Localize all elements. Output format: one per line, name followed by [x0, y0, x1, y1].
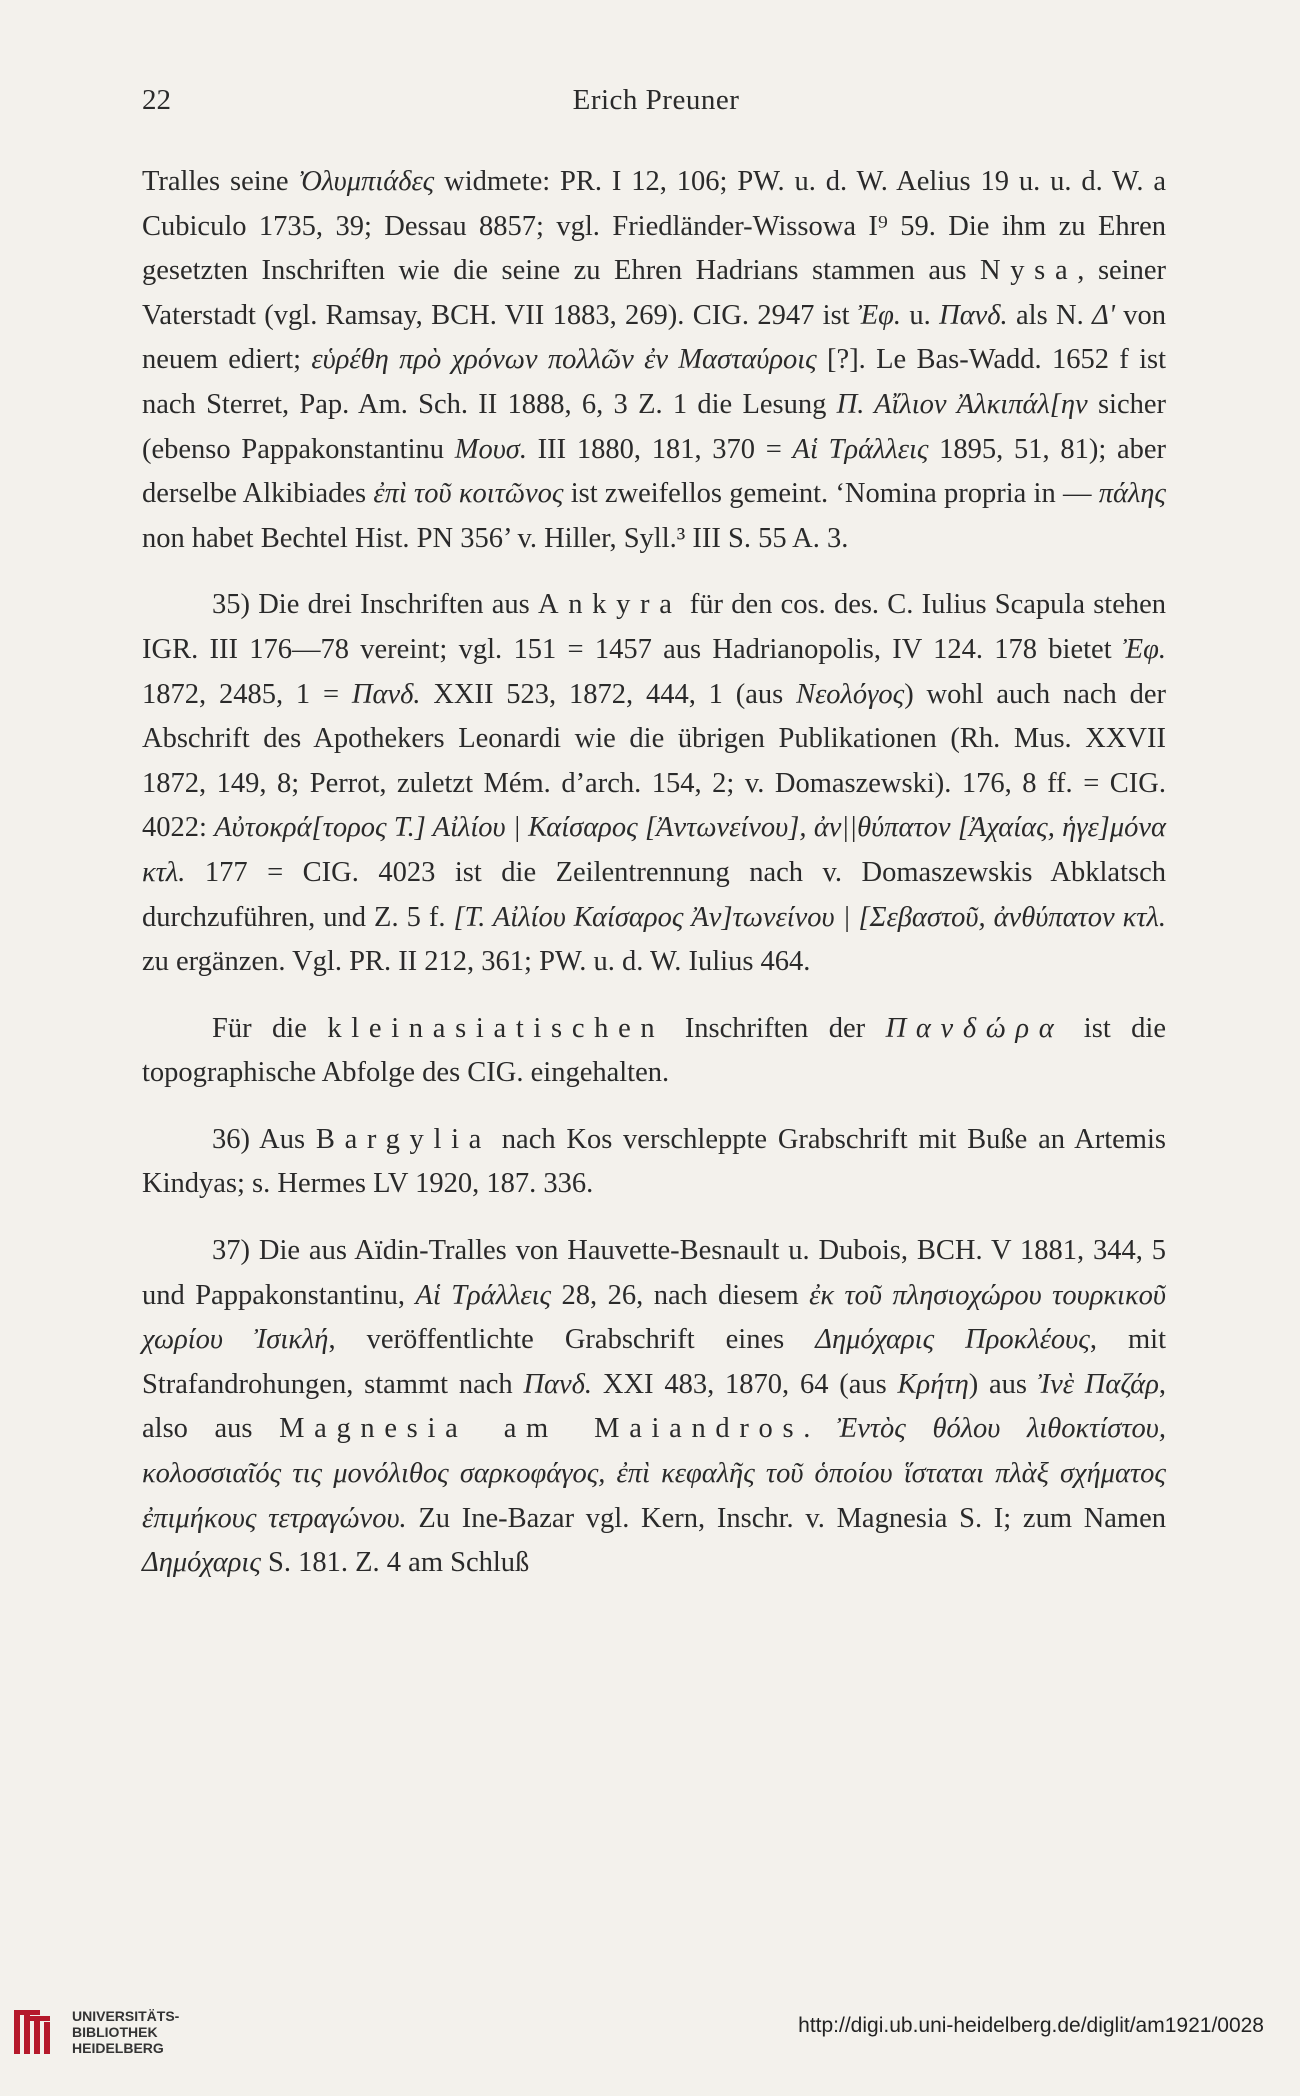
body-text [142, 160, 1166, 1586]
library-logo-icon [12, 2006, 54, 2058]
text-run: [?]. Le Bas-Wadd. 1652 f ist nach Sterret, Pap. Am. Sch. II 1888, 6, 3 Z. 1 die Lesung [142, 344, 1167, 420]
paragraph [142, 160, 1166, 561]
text-run: , seiner Vaterstadt (vgl. Ramsay, BCH. VII 1883, 269). CIG. 2947 ist [142, 255, 1166, 331]
text-run: als N. [1007, 299, 1093, 331]
greek-text: Ὀλυμπιάδες [298, 166, 435, 197]
text-run: ist zweifellos gemeint. ‘Nomina propria in — [563, 478, 1099, 510]
paragraph [142, 1118, 1166, 1207]
text-run: Tralles seine [142, 166, 299, 197]
paragraph [142, 583, 1166, 984]
greek-text: Δ' [1092, 299, 1115, 331]
greek-text: Ἰνὲ Παζάρ [1037, 1368, 1159, 1400]
greek-text: ἐκ τοῦ πλησιοχώρου τουρκικοῦ χωρίου Ἰσικλή [142, 1279, 1166, 1356]
text-run: u. [901, 299, 940, 331]
text-run: widmete: PR. I 12, 106; PW. u. d. W. Aelius 19 u. u. d. W. a Cubiculo 1735, 39; Dessau 8857; vgl. Friedländer-Wissowa I⁹ 59. Die ihm zu Ehren gesetzten Inschriften wie die seine zu Ehren Hadrians stammen aus [142, 166, 1166, 287]
greek-text: πάλης [1098, 478, 1166, 510]
text-run: 1895, 51, 81); aber derselbe Alkibiades [142, 433, 1167, 510]
page-footer [0, 2000, 1300, 2070]
greek-text: Αἱ Τράλλεις [792, 433, 929, 465]
text-run: 177 = CIG. 4023 ist die Zeilentrennung nach v. Domaszewskis Abklatsch durchzuführen, und Z. 5 f. [142, 856, 1166, 933]
greek-text: ἐπὶ τοῦ κοιτῶνος [373, 478, 564, 510]
source-url-link[interactable]: http://digi.ub.uni-heidelberg.de/diglit/am1921/0028 [798, 2014, 1264, 2037]
spaced-text: Nysa [979, 255, 1078, 287]
greek-text: Πανδ. [523, 1368, 593, 1400]
text-run: für den cos. des. C. Iulius Scapula stehen IGR. III 176—78 vereint; vgl. 151 = 1457 aus Hadrianopolis, IV 124. 178 bietet [142, 589, 1166, 665]
library-logo-text [72, 2008, 179, 2056]
text-run: ) wohl auch nach der Abschrift des Apothekers Leonardi wie die übrigen Publikationen (Rh. Mus. XXVII 1872, 149, 8; Perrot, zuletzt Mém. d’arch. 154, 2; v. Domaszewski). 176, 8 ff. = CIG. 4022: [142, 678, 1167, 844]
page-header [142, 84, 1170, 134]
text-run: 35) Die drei Inschriften aus [212, 589, 538, 621]
greek-text: Δημόχαρις [142, 1547, 261, 1579]
text-run: , also aus [142, 1368, 1167, 1445]
paragraph [142, 1007, 1166, 1096]
greek-text: Κρήτη [897, 1368, 969, 1400]
text-run: XXII 523, 1872, 444, 1 (aus [420, 678, 797, 710]
greek-text: εὑρέθη πρὸ χρόνων πολλῶν ἐν Μασταύροις [311, 344, 817, 376]
text-run: S. 181. Z. 4 am Schluß [260, 1547, 530, 1579]
text-run: XXI 483, 1870, 64 (aus [592, 1368, 898, 1400]
text-run: ist die topographische Abfolge des CIG. eingehalten. [142, 1012, 1166, 1089]
paragraph [142, 1229, 1166, 1586]
logo-line: UNIVERSITÄTS- [72, 2008, 180, 2024]
text-run: Inschriften der [664, 1012, 886, 1044]
page-number: 22 [142, 84, 171, 116]
text-run: von neuem ediert; [142, 299, 1167, 376]
greek-text: Αἱ Τράλλεις [415, 1279, 552, 1311]
spaced-text: Ankyra [537, 589, 682, 621]
spaced-text: kleinasiatischen [327, 1012, 665, 1044]
spaced-text: Bargylia [315, 1123, 492, 1155]
text-run: Für die [212, 1012, 328, 1044]
logo-line: HEIDELBERG [72, 2040, 164, 2056]
text-run: , veröffentlichte Grabschrift eines [328, 1324, 816, 1356]
greek-text: Μουσ. [454, 433, 527, 465]
text-run: Zu Ine-Bazar vgl. Kern, Inschr. v. Magnesia S. I; zum Namen [406, 1502, 1166, 1534]
logo-line: BIBLIOTHEK [72, 2024, 158, 2040]
text-run: . [803, 1413, 837, 1445]
text-run: sicher (ebenso Pappakonstantinu [142, 388, 1166, 465]
text-run: III 1880, 181, 370 = [526, 433, 793, 465]
text-run: 37) Die aus Aïdin-Tralles von Hauvette-Besnault u. Dubois, BCH. V 1881, 344, 5 und Pappakonstantinu, [142, 1235, 1166, 1311]
text-run: 36) Aus [212, 1123, 316, 1155]
text-run: zu ergänzen. Vgl. PR. II 212, 361; PW. u. d. W. Iulius 464. [142, 946, 811, 978]
greek-text: Πανδ. [351, 678, 421, 710]
text-run: nach Kos verschleppte Grabschrift mit Buße an Artemis Kindyas; s. Hermes LV 1920, 187. 336. [142, 1123, 1166, 1200]
greek-text: Αὐτοκρά[τορος Τ.] Αἰλίου | Καίσαρος [Ἀντωνείνου], ἀν||θύπατον [Ἀχαίας, ἡγε]μόνα κτλ. [142, 812, 1167, 888]
greek-text: Ἐντὸς θόλου λιθοκτίστου, κολοσσιαῖός τις μονόλιθος σαρκοφάγος, ἐπὶ κεφαλῆς τοῦ ὁποίου ἵσταται πλὰξ σχήματος ἐπιμήκους τετραγώνου. [142, 1413, 1166, 1534]
greek-text: Π. Αἴλιον Ἀλκιπάλ[ην [836, 388, 1088, 420]
greek-text: Ἐφ. [857, 299, 902, 331]
text-run: 1872, 2485, 1 = [142, 678, 352, 710]
greek-text: Νεολόγος [796, 678, 905, 710]
greek-text: Δημόχαρις Προκλέους [815, 1324, 1090, 1356]
greek-text: Πανδ. [939, 299, 1008, 331]
greek-text: [Τ. Αἰλίου Καίσαρος Ἀν]τωνείνου | [Σεβαστοῦ, ἀνθύπατον κτλ. [453, 901, 1166, 933]
spaced-text: Magnesia am Maiandros [279, 1413, 804, 1445]
text-run: non habet Bechtel Hist. PN 356’ v. Hiller, Syll.³ III S. 55 A. 3. [142, 522, 849, 554]
text-run: ) aus [968, 1368, 1038, 1400]
text-run: , mit Strafandrohungen, stammt nach [142, 1324, 1166, 1400]
greek-text: Ἐφ. [1122, 633, 1166, 665]
text-run: 28, 26, nach diesem [551, 1279, 810, 1311]
greek-text: Πανδώρα [885, 1012, 1064, 1044]
running-title: Erich Preuner [572, 84, 740, 116]
